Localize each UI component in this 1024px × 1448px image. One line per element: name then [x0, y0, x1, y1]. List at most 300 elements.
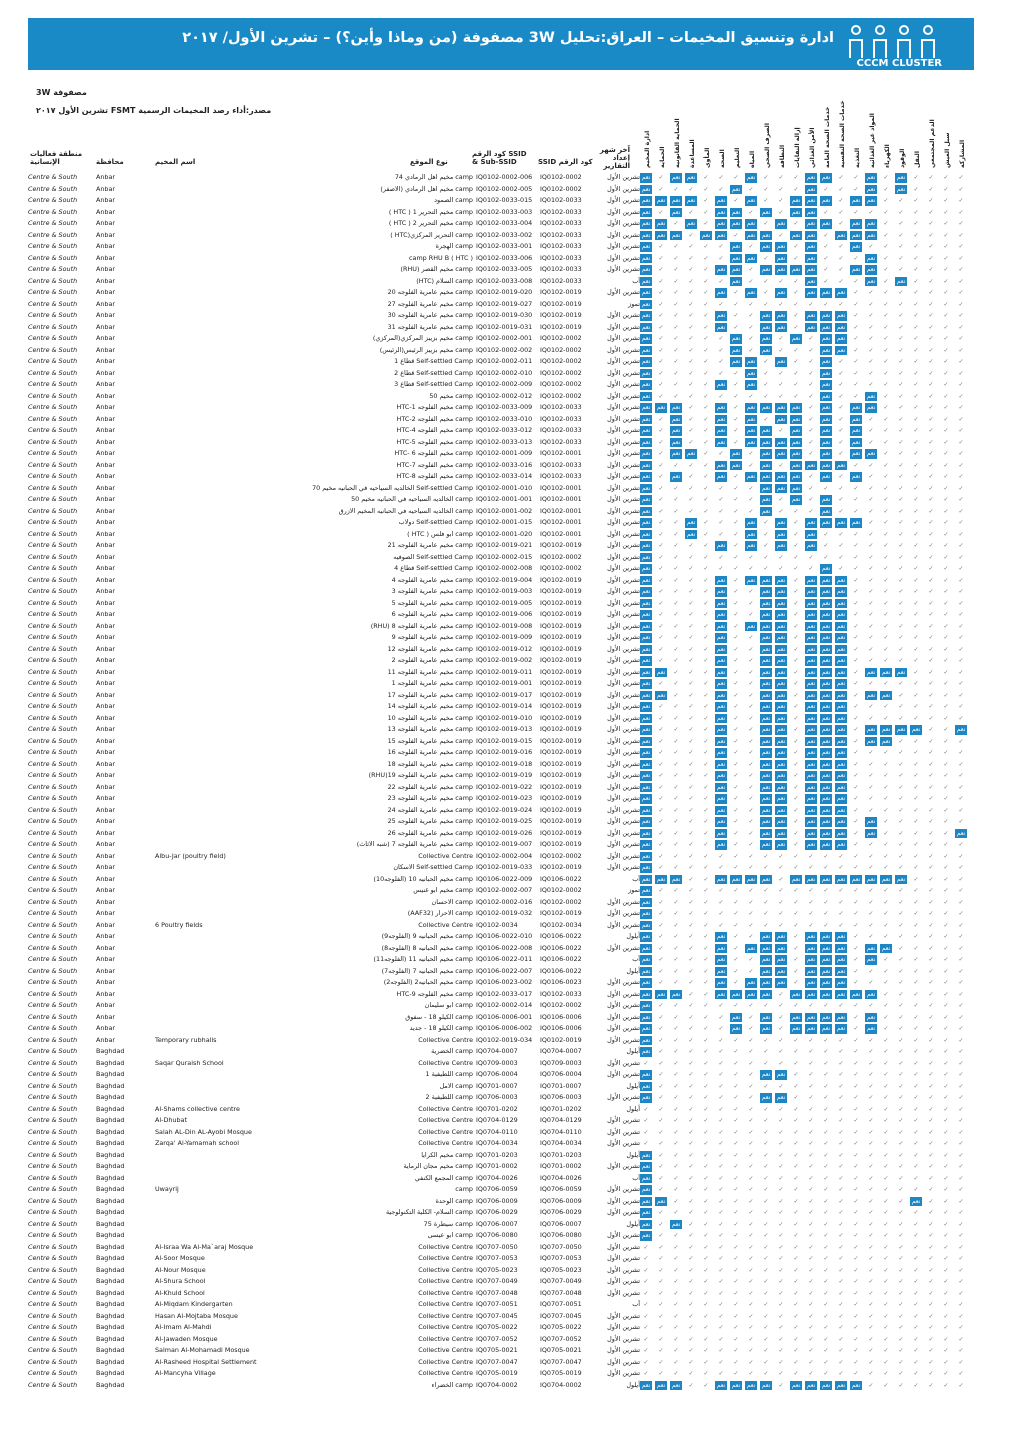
service-yes-cell: نعم: [866, 231, 876, 239]
service-check-cell: ✓: [928, 806, 934, 814]
service-yes-cell: نعم: [806, 208, 816, 216]
service-check-cell: ✓: [688, 921, 694, 929]
service-check-cell: ✓: [793, 300, 799, 308]
service-check-cell: ✓: [718, 1186, 724, 1193]
service-check-cell: ✓: [778, 910, 784, 917]
service-check-cell: ✓: [928, 1301, 934, 1308]
service-check-cell: ✓: [793, 1347, 799, 1354]
service-check-cell: ✓: [913, 185, 919, 193]
cell-region: Centre & South: [28, 506, 78, 515]
service-check-cell: ✓: [883, 760, 889, 768]
service-check-cell: ✓: [913, 645, 919, 653]
service-check-cell: ✓: [808, 484, 814, 492]
service-check-cell: ✓: [823, 1059, 829, 1067]
cell-gov: Baghdad: [96, 1093, 125, 1101]
service-check-cell: ✓: [793, 369, 799, 377]
cell-region: Centre & South: [28, 966, 78, 975]
service-grid: [640, 701, 970, 713]
service-check-cell: ✓: [853, 289, 859, 296]
service-yes-cell: نعم: [821, 1013, 831, 1021]
cell-gov: Anbar: [96, 1024, 116, 1032]
service-yes-cell: نعم: [821, 841, 831, 848]
service-check-cell: ✓: [868, 243, 874, 250]
service-check-cell: ✓: [673, 1243, 679, 1251]
cell-sub: IQ0102-0019-021: [476, 541, 533, 549]
service-yes-cell: نعم: [836, 703, 846, 710]
cell-sub: IQ0704-0007: [476, 1047, 518, 1055]
service-check-cell: ✓: [943, 461, 949, 469]
service-check-cell: ✓: [673, 1174, 679, 1182]
service-check-cell: ✓: [883, 565, 889, 572]
service-yes-cell: نعم: [836, 806, 846, 814]
service-check-cell: ✓: [793, 795, 799, 802]
service-check-cell: ✓: [673, 588, 679, 595]
service-check-cell: ✓: [778, 1151, 784, 1159]
service-check-cell: ✓: [838, 427, 844, 434]
service-yes-cell: نعم: [761, 657, 771, 664]
service-header-label: التغذية: [854, 147, 861, 168]
service-yes-cell: نعم: [866, 1013, 876, 1021]
service-yes-cell: نعم: [641, 622, 651, 630]
service-check-cell: ✓: [838, 898, 844, 906]
service-yes-cell: نعم: [716, 289, 726, 296]
service-check-cell: ✓: [778, 335, 784, 342]
service-check-cell: ✓: [868, 749, 874, 756]
service-yes-cell: نعم: [641, 553, 651, 561]
cell-region: Centre & South: [28, 1001, 78, 1009]
service-check-cell: ✓: [853, 933, 859, 940]
service-check-cell: ✓: [823, 1324, 829, 1331]
cell-last: تشرين الأول: [607, 644, 640, 653]
cell-type: Collective Centre: [418, 1300, 473, 1308]
service-check-cell: ✓: [928, 599, 934, 607]
cell-sub: IQ0102-0019-012: [476, 644, 533, 653]
cell-type: camp مخيم عامرية الفلوجه 12: [387, 644, 473, 653]
cell-region: Centre & South: [28, 414, 78, 423]
service-yes-cell: نعم: [866, 726, 876, 733]
service-check-cell: ✓: [943, 197, 949, 204]
cell-gov: Anbar: [96, 368, 116, 377]
service-check-cell: ✓: [808, 852, 814, 860]
service-check-cell: ✓: [718, 1243, 724, 1251]
service-check-cell: ✓: [868, 887, 874, 894]
service-check-cell: ✓: [958, 1048, 964, 1055]
service-yes-cell: نعم: [776, 657, 786, 664]
service-check-cell: ✓: [853, 645, 859, 653]
service-check-cell: ✓: [928, 829, 934, 837]
service-check-cell: ✓: [778, 1013, 784, 1021]
service-check-cell: ✓: [943, 438, 949, 446]
service-check-cell: ✓: [673, 864, 679, 871]
service-yes-cell: نعم: [746, 358, 756, 365]
table-row: [28, 920, 974, 932]
service-yes-cell: نعم: [821, 818, 831, 825]
cell-ssid: IQ0706-0080: [540, 1231, 582, 1239]
cell-gov: Anbar: [96, 587, 116, 595]
cell-ssid: IQ0704-0110: [540, 1127, 582, 1136]
service-check-cell: ✓: [928, 818, 934, 825]
service-yes-cell: نعم: [896, 277, 906, 285]
service-check-cell: ✓: [928, 542, 934, 549]
cell-region: Centre & South: [28, 368, 78, 377]
service-check-cell: ✓: [733, 1071, 739, 1078]
service-check-cell: ✓: [748, 277, 754, 285]
service-header-label: التعليم: [734, 147, 741, 168]
service-yes-cell: نعم: [671, 404, 681, 411]
cell-name: Al-Rasheed Hospital Settlement: [155, 1357, 257, 1366]
service-check-cell: ✓: [688, 438, 694, 446]
service-check-cell: ✓: [943, 530, 949, 538]
cell-ssid: IQ0701-0002: [540, 1162, 582, 1170]
service-yes-cell: نعم: [716, 749, 726, 756]
table-row: [28, 471, 974, 483]
service-grid: [640, 805, 970, 817]
service-check-cell: ✓: [688, 1232, 694, 1239]
cell-gov: Anbar: [96, 495, 116, 503]
service-check-cell: ✓: [823, 1140, 829, 1147]
cell-region: Centre & South: [28, 1047, 78, 1055]
cell-ssid: IQ0102-0002: [540, 886, 582, 894]
cell-region: Centre & South: [28, 311, 78, 319]
service-check-cell: ✓: [943, 1025, 949, 1032]
service-check-cell: ✓: [958, 1220, 964, 1228]
service-check-cell: ✓: [808, 450, 814, 457]
cell-ssid: IQ0102-0033: [540, 196, 582, 204]
service-check-cell: ✓: [868, 346, 874, 354]
cell-ssid: IQ0102-0002: [540, 391, 582, 400]
cell-gov: Baghdad: [96, 1346, 125, 1354]
service-yes-cell: نعم: [731, 990, 741, 998]
service-check-cell: ✓: [718, 1312, 724, 1320]
cell-region: Centre & South: [28, 472, 78, 480]
service-check-cell: ✓: [703, 289, 709, 296]
service-check-cell: ✓: [838, 369, 844, 377]
service-check-cell: ✓: [808, 507, 814, 515]
service-check-cell: ✓: [673, 381, 679, 388]
cell-sub: IQ0106-0022-007: [476, 966, 533, 975]
service-check-cell: ✓: [928, 381, 934, 388]
service-check-cell: ✓: [883, 1358, 889, 1366]
service-check-cell: ✓: [928, 1163, 934, 1170]
service-check-cell: ✓: [883, 898, 889, 906]
cell-region: Centre & South: [28, 173, 78, 181]
service-yes-cell: نعم: [746, 530, 756, 538]
service-grid: [640, 885, 970, 897]
service-yes-cell: نعم: [836, 967, 846, 975]
service-yes-cell: نعم: [821, 220, 831, 227]
service-check-cell: ✓: [658, 1370, 664, 1377]
service-yes-cell: نعم: [716, 944, 726, 952]
service-grid: [640, 1023, 970, 1035]
service-yes-cell: نعم: [806, 231, 816, 239]
service-yes-cell: نعم: [851, 438, 861, 446]
service-check-cell: ✓: [763, 1347, 769, 1354]
service-yes-cell: نعم: [806, 323, 816, 331]
cell-gov: Anbar: [96, 196, 116, 204]
service-check-cell: ✓: [883, 1071, 889, 1078]
service-yes-cell: نعم: [761, 208, 771, 216]
cell-last: تشرين الأول: [607, 368, 640, 377]
service-yes-cell: نعم: [836, 1025, 846, 1032]
cell-region: Centre & South: [28, 989, 78, 998]
service-check-cell: ✓: [673, 1140, 679, 1147]
service-check-cell: ✓: [943, 312, 949, 319]
service-check-cell: ✓: [793, 507, 799, 515]
cluster-label: CCCM CLUSTER: [856, 58, 942, 69]
service-yes-cell: نعم: [791, 1025, 801, 1032]
service-check-cell: ✓: [958, 1209, 964, 1216]
service-check-cell: ✓: [958, 1186, 964, 1193]
service-check-cell: ✓: [913, 381, 919, 388]
service-check-cell: ✓: [703, 1048, 709, 1055]
service-check-cell: ✓: [673, 910, 679, 917]
service-check-cell: ✓: [958, 1324, 964, 1331]
cell-gov: Anbar: [96, 207, 116, 216]
service-check-cell: ✓: [943, 1301, 949, 1308]
cell-ssid: IQ0102-0019: [540, 863, 582, 871]
service-check-cell: ✓: [898, 1381, 904, 1389]
service-check-cell: ✓: [688, 1151, 694, 1159]
service-check-cell: ✓: [778, 1117, 784, 1124]
service-check-cell: ✓: [688, 1013, 694, 1021]
service-check-cell: ✓: [673, 1071, 679, 1078]
cell-last: تشرين الأول: [607, 1058, 640, 1067]
service-check-cell: ✓: [943, 323, 949, 331]
service-check-cell: ✓: [793, 392, 799, 400]
service-check-cell: ✓: [763, 1140, 769, 1147]
service-yes-cell: نعم: [866, 197, 876, 204]
service-check-cell: ✓: [853, 910, 859, 917]
service-check-cell: ✓: [688, 956, 694, 963]
cell-sub: IQ0102-0001-020: [476, 529, 533, 538]
service-check-cell: ✓: [703, 1335, 709, 1343]
service-check-cell: ✓: [838, 277, 844, 285]
cell-gov: Anbar: [96, 564, 116, 572]
service-yes-cell: نعم: [761, 231, 771, 239]
cell-region: Centre & South: [28, 874, 78, 883]
service-yes-cell: نعم: [656, 875, 666, 883]
service-grid: [640, 195, 970, 207]
service-check-cell: ✓: [658, 530, 664, 538]
service-check-cell: ✓: [718, 358, 724, 365]
service-check-cell: ✓: [703, 346, 709, 354]
cell-type: camp مخيم عامرية الفلوجه 23: [387, 794, 473, 802]
cell-sub: IQ0102-0019-033: [476, 863, 533, 871]
table-row: [28, 529, 974, 541]
service-check-cell: ✓: [823, 921, 829, 929]
service-check-cell: ✓: [688, 1335, 694, 1343]
cell-sub: IQ0102-0019-027: [476, 299, 533, 308]
service-yes-cell: نعم: [746, 220, 756, 227]
service-check-cell: ✓: [793, 174, 799, 181]
cell-name: Al-Shams collective centre: [155, 1104, 240, 1113]
service-check-cell: ✓: [703, 726, 709, 733]
service-check-cell: ✓: [928, 1370, 934, 1377]
service-check-cell: ✓: [913, 680, 919, 687]
service-check-cell: ✓: [898, 864, 904, 871]
service-check-cell: ✓: [898, 645, 904, 653]
service-check-cell: ✓: [778, 381, 784, 388]
service-check-cell: ✓: [658, 967, 664, 975]
service-check-cell: ✓: [793, 1301, 799, 1308]
table-row: [28, 414, 974, 426]
cell-ssid: IQ0102-0001: [540, 495, 582, 503]
service-check-cell: ✓: [658, 829, 664, 837]
service-yes-cell: نعم: [686, 450, 696, 457]
cell-type: camp مخيم الحبانيه 10 (الفلوجه10): [373, 874, 473, 883]
service-grid: [640, 1242, 970, 1254]
service-check-cell: ✓: [658, 369, 664, 377]
cell-ssid: IQ0102-0033: [540, 242, 582, 250]
service-check-cell: ✓: [898, 1094, 904, 1101]
cell-last: تشرين الأول: [607, 1334, 640, 1343]
service-check-cell: ✓: [898, 1117, 904, 1124]
service-check-cell: ✓: [733, 898, 739, 906]
service-yes-cell: نعم: [761, 645, 771, 653]
cell-region: Centre & South: [28, 782, 78, 791]
service-check-cell: ✓: [658, 714, 664, 722]
service-check-cell: ✓: [928, 680, 934, 687]
service-grid: [640, 655, 970, 667]
cell-gov: Baghdad: [96, 1265, 125, 1274]
cell-region: Centre & South: [28, 828, 78, 837]
service-yes-cell: نعم: [836, 795, 846, 802]
service-check-cell: ✓: [928, 461, 934, 469]
service-check-cell: ✓: [823, 864, 829, 871]
service-check-cell: ✓: [733, 392, 739, 400]
service-check-cell: ✓: [913, 599, 919, 607]
service-check-cell: ✓: [928, 1128, 934, 1136]
service-check-cell: ✓: [808, 1347, 814, 1354]
service-check-cell: ✓: [943, 1128, 949, 1136]
service-check-cell: ✓: [928, 1174, 934, 1182]
service-check-cell: ✓: [913, 772, 919, 779]
service-check-cell: ✓: [658, 933, 664, 940]
cell-sub: IQ0102-0033-006: [476, 253, 533, 262]
service-check-cell: ✓: [883, 795, 889, 802]
service-check-cell: ✓: [778, 1186, 784, 1193]
cell-gov: Anbar: [96, 851, 116, 860]
cell-gov: Anbar: [96, 966, 116, 975]
service-check-cell: ✓: [898, 519, 904, 526]
service-yes-cell: نعم: [716, 691, 726, 699]
service-check-cell: ✓: [883, 312, 889, 319]
cell-region: Centre & South: [28, 817, 78, 825]
service-check-cell: ✓: [913, 266, 919, 273]
service-check-cell: ✓: [718, 1071, 724, 1078]
service-yes-cell: نعم: [656, 404, 666, 411]
service-yes-cell: نعم: [791, 496, 801, 503]
service-check-cell: ✓: [883, 1151, 889, 1159]
service-check-cell: ✓: [703, 392, 709, 400]
service-check-cell: ✓: [688, 806, 694, 814]
service-check-cell: ✓: [898, 1163, 904, 1170]
service-check-cell: ✓: [853, 588, 859, 595]
cell-ssid: IQ0106-0006: [540, 1024, 582, 1032]
service-check-cell: ✓: [808, 1312, 814, 1320]
service-yes-cell: نعم: [716, 415, 726, 423]
service-check-cell: ✓: [943, 1278, 949, 1285]
cell-last: تشرين الأول: [607, 518, 640, 526]
cell-ssid: IQ0102-0033: [540, 989, 582, 998]
service-yes-cell: نعم: [821, 783, 831, 791]
service-check-cell: ✓: [793, 1312, 799, 1320]
service-check-cell: ✓: [898, 289, 904, 296]
service-yes-cell: نعم: [641, 1013, 651, 1021]
service-yes-cell: نعم: [821, 990, 831, 998]
service-check-cell: ✓: [688, 910, 694, 917]
service-check-cell: ✓: [958, 427, 964, 434]
service-yes-cell: نعم: [806, 266, 816, 273]
table-row: [28, 736, 974, 748]
cell-ssid: IQ0704-0026: [540, 1173, 582, 1182]
cell-type: camp مخيم الحبانيه2 (الفلوجه2): [383, 978, 473, 986]
service-check-cell: ✓: [898, 990, 904, 998]
service-check-cell: ✓: [688, 312, 694, 319]
service-check-cell: ✓: [703, 415, 709, 423]
service-check-cell: ✓: [673, 668, 679, 676]
cell-last: تشرين الأول: [607, 863, 640, 871]
cell-type: camp مخيم التحرير 2 ( HTC ): [388, 219, 473, 227]
table-row: [28, 690, 974, 702]
service-check-cell: ✓: [793, 530, 799, 538]
service-grid: [640, 184, 970, 196]
service-check-cell: ✓: [823, 1358, 829, 1366]
service-check-cell: ✓: [883, 1255, 889, 1262]
service-check-cell: ✓: [868, 1255, 874, 1262]
service-check-cell: ✓: [733, 645, 739, 653]
service-yes-cell: نعم: [716, 323, 726, 331]
service-check-cell: ✓: [868, 1301, 874, 1308]
cell-last: تشرين الأول: [607, 1208, 640, 1216]
service-check-cell: ✓: [778, 1140, 784, 1147]
service-check-cell: ✓: [853, 254, 859, 262]
service-check-cell: ✓: [943, 1002, 949, 1009]
service-check-cell: ✓: [658, 726, 664, 733]
cell-sub: IQ0707-0050: [476, 1242, 518, 1251]
service-header-label: سبل العيش: [944, 132, 951, 168]
service-check-cell: ✓: [748, 634, 754, 641]
cell-sub: IQ0706-0003: [476, 1093, 518, 1101]
cell-sub: IQ0705-0021: [476, 1346, 518, 1354]
service-check-cell: ✓: [673, 760, 679, 768]
service-check-cell: ✓: [673, 1013, 679, 1021]
service-check-cell: ✓: [658, 254, 664, 262]
service-check-cell: ✓: [883, 1243, 889, 1251]
cell-sub: IQ0106-0022-009: [476, 874, 533, 883]
service-check-cell: ✓: [718, 1358, 724, 1366]
service-check-cell: ✓: [658, 450, 664, 457]
service-check-cell: ✓: [808, 1370, 814, 1377]
service-check-cell: ✓: [913, 795, 919, 802]
service-check-cell: ✓: [688, 726, 694, 733]
service-check-cell: ✓: [943, 1324, 949, 1331]
cell-ssid: IQ0102-0019: [540, 748, 582, 756]
service-check-cell: ✓: [928, 967, 934, 975]
service-check-cell: ✓: [958, 1301, 964, 1308]
service-check-cell: ✓: [673, 944, 679, 952]
service-yes-cell: نعم: [836, 956, 846, 963]
service-check-cell: ✓: [688, 599, 694, 607]
service-yes-cell: نعم: [851, 450, 861, 457]
service-check-cell: ✓: [853, 1151, 859, 1159]
cell-gov: Anbar: [96, 311, 116, 319]
cell-name: Albu-Jar (poultry field): [155, 851, 226, 860]
service-check-cell: ✓: [958, 1140, 964, 1147]
service-grid: [640, 1368, 970, 1380]
cell-sub: IQ0704-0002: [476, 1380, 518, 1389]
cell-last: تشرين الأول: [607, 1127, 640, 1136]
